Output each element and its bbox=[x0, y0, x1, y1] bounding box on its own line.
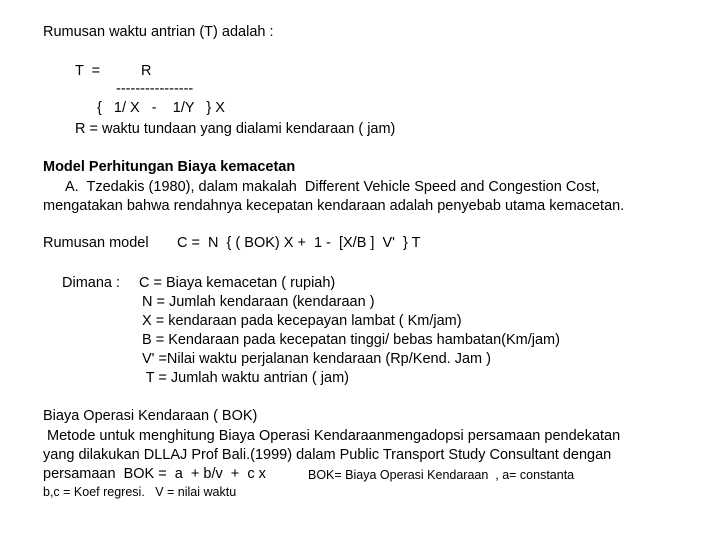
heading: Rumusan waktu antrian (T) adalah : bbox=[43, 24, 274, 40]
model-paragraph-line-1: A. Tzedakis (1980), dalam makalah Different Vehicle Speed and Congestion Cost, bbox=[65, 179, 600, 195]
bok-formula-note: BOK= Biaya Operasi Kendaraan , a= constanta bbox=[308, 468, 575, 482]
where-item: B = Kendaraan pada kecepatan tinggi/ bebas hambatan(Km/jam) bbox=[142, 332, 560, 348]
where-item: X = kendaraan pada kecepayan lambat ( Km/jam) bbox=[142, 313, 462, 329]
where-item: C = Biaya kemacetan ( rupiah) bbox=[139, 275, 336, 291]
where-item: V' =Nilai waktu perjalanan kendaraan (Rp/Kend. Jam ) bbox=[142, 351, 491, 367]
model-paragraph-line-2: mengatakan bahwa rendahnya kecepatan kendaraan adalah penyebab utama kemacetan. bbox=[43, 198, 625, 214]
model-label: Rumusan model bbox=[43, 235, 149, 251]
bok-paragraph-line-2: yang dilakukan DLLAJ Prof Bali.(1999) dalam Public Transport Study Consultant dengan bbox=[43, 447, 612, 463]
formula-fraction-bar: ---------------- bbox=[116, 81, 194, 97]
bok-section-title: Biaya Operasi Kendaraan ( BOK) bbox=[43, 408, 258, 424]
formula-lhs: T = bbox=[75, 63, 101, 79]
bok-coefficient-note: b,c = Koef regresi. V = nilai waktu bbox=[43, 485, 237, 499]
bok-formula: persamaan BOK = a + b/v + c x bbox=[43, 466, 266, 482]
formula-definition: R = waktu tundaan yang dialami kendaraan ( jam) bbox=[75, 121, 396, 137]
formula-numerator: R bbox=[141, 63, 152, 79]
where-item: T = Jumlah waktu antrian ( jam) bbox=[142, 370, 349, 386]
model-section-title: Model Perhitungan Biaya kemacetan bbox=[43, 159, 296, 175]
where-label: Dimana : bbox=[62, 275, 121, 291]
where-item: N = Jumlah kendaraan (kendaraan ) bbox=[142, 294, 375, 310]
formula-denominator: { 1/ X - 1/Y } X bbox=[97, 100, 225, 116]
model-formula: C = N { ( BOK) X + 1 - [X/B ] V' } T bbox=[177, 235, 421, 251]
bok-paragraph-line-1: Metode untuk menghitung Biaya Operasi Kendaraanmengadopsi persamaan pendekatan bbox=[43, 428, 621, 444]
